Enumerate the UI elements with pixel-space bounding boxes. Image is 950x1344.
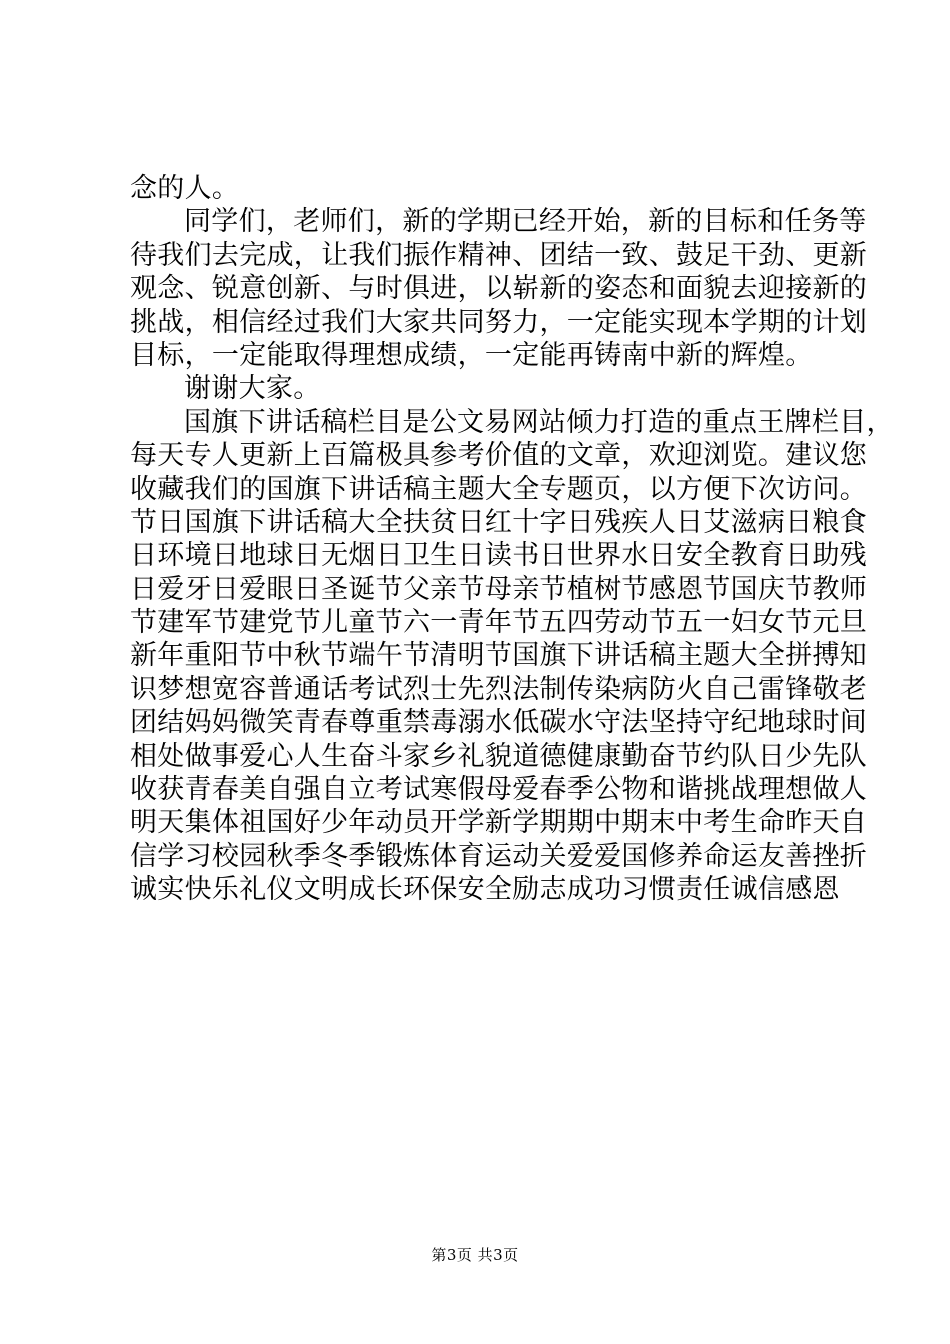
text-line: 诚实快乐礼仪文明成长环保安全励志成功习惯责任诚信感恩 [130, 874, 840, 906]
text-line: 挑战，相信经过我们大家共同努力，一定能实现本学期的计划 [130, 306, 868, 338]
text-line: 待我们去完成，让我们振作精神、团结一致、鼓足干劲、更新 [130, 239, 868, 271]
text-line: 新年重阳节中秋节端午节清明节国旗下讲话稿主题大全拼搏知 [130, 640, 868, 672]
text-line: 国旗下讲话稿栏目是公文易网站倾力打造的重点王牌栏目， [184, 406, 894, 438]
text-line: 日环境日地球日无烟日卫生日读书日世界水日安全教育日助残 [130, 540, 868, 572]
text-line: 目标，一定能取得理想成绩，一定能再铸南中新的辉煌。 [130, 339, 813, 371]
text-line: 同学们，老师们，新的学期已经开始，新的目标和任务等 [184, 206, 867, 238]
text-line: 日爱牙日爱眼日圣诞节父亲节母亲节植树节感恩节国庆节教师 [130, 573, 868, 605]
text-line: 收获青春美自强自立考试寒假母爱春季公物和谐挑战理想做人 [130, 774, 868, 806]
text-line: 团结妈妈微笑青春尊重禁毒溺水低碳水守法坚持守纪地球时间 [130, 707, 868, 739]
text-line: 收藏我们的国旗下讲话稿主题大全专题页，以方便下次访问。 [130, 473, 868, 505]
text-line: 节建军节建党节儿童节六一青年节五四劳动节五一妇女节元旦 [130, 607, 868, 639]
text-line: 念的人。 [130, 173, 240, 204]
text-line: 谢谢大家。 [184, 373, 321, 405]
text-line: 观念、锐意创新、与时俱进，以崭新的姿态和面貌去迎接新的 [130, 273, 868, 305]
text-line: 信学习校园秋季冬季锻炼体育运动关爱爱国修养命运友善挫折 [130, 840, 868, 872]
text-line: 每天专人更新上百篇极具参考价值的文章，欢迎浏览。建议您 [130, 440, 868, 472]
text-line: 节日国旗下讲话稿大全扶贫日红十字日残疾人日艾滋病日粮食 [130, 506, 868, 538]
text-line: 明天集体祖国好少年动员开学新学期期中期末中考生命昨天自 [130, 807, 868, 839]
text-line: 相处做事爱心人生奋斗家乡礼貌道德健康勤奋节约队日少先队 [130, 740, 868, 772]
page-number-footer: 第3页 共3页 [431, 1246, 519, 1264]
body-text [130, 172, 894, 907]
text-line: 识梦想宽容普通话考试烈士先烈法制传染病防火自己雷锋敬老 [130, 673, 868, 705]
